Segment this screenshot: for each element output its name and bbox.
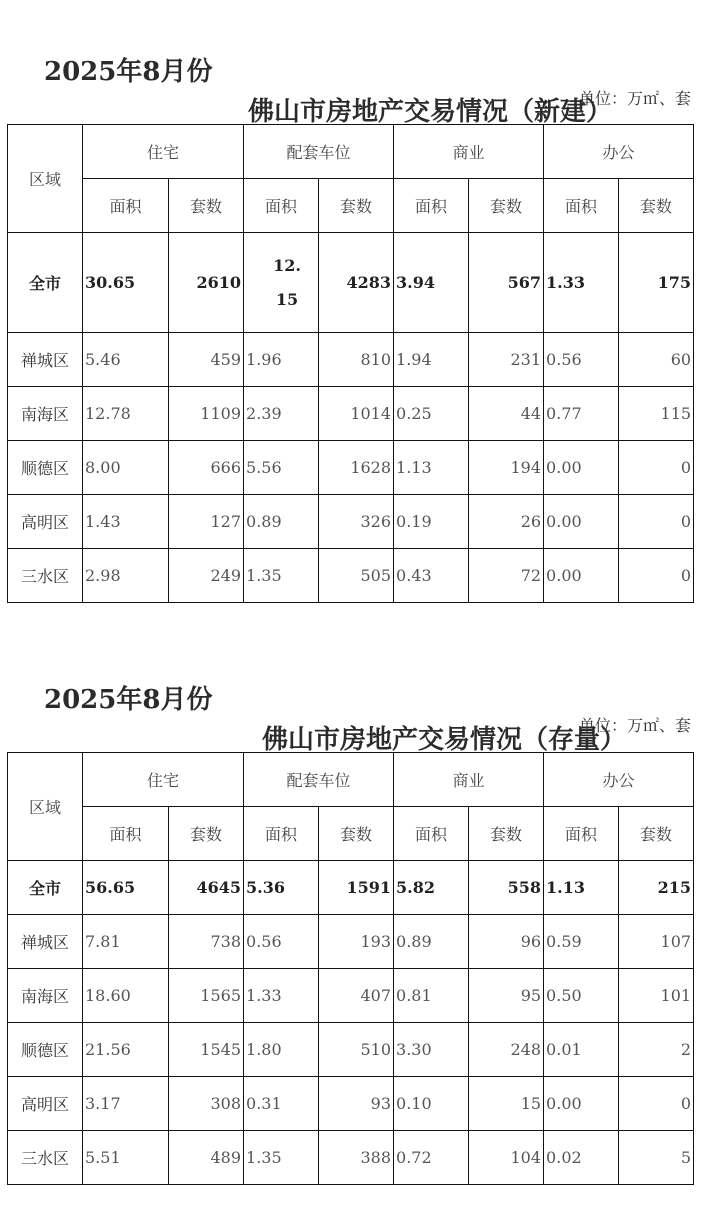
row-region: 禅城区 [8,333,83,387]
cell-value: 0.89 [244,495,319,549]
cell-value: 72 [469,549,544,603]
cell-value: 0.00 [544,495,619,549]
header-sub: 套数 [619,179,694,233]
cell-value: 0 [619,495,694,549]
cell-value: 1.35 [244,1131,319,1185]
table-row [8,387,694,441]
cell-value: 1.80 [244,1023,319,1077]
cell-value: 1.94 [394,333,469,387]
cell-value: 407 [319,969,394,1023]
cell-value: 2610 [169,233,244,333]
table-row [8,915,694,969]
cell-value: 60 [619,333,694,387]
cell-value: 1565 [169,969,244,1023]
table-row-total [8,233,694,333]
row-region: 全市 [8,861,83,915]
table-row [8,969,694,1023]
cell-value: 249 [169,549,244,603]
cell-value: 308 [169,1077,244,1131]
cell-value: 12.78 [83,387,169,441]
cell-value: 4645 [169,861,244,915]
header-sub: 套数 [319,807,394,861]
cell-value: 0.01 [544,1023,619,1077]
cell-value: 3.30 [394,1023,469,1077]
header-group-residential: 住宅 [83,125,244,179]
table-row [8,1023,694,1077]
title-year: 2025年8月份 [44,57,213,87]
table-row [8,441,694,495]
title-main: 佛山市房地产交易情况（新建） [248,97,613,127]
cell-value: 5.56 [244,441,319,495]
row-region: 三水区 [8,1131,83,1185]
cell-value: 0 [619,441,694,495]
cell-value: 5.36 [244,861,319,915]
cell-value: 0.00 [544,1077,619,1131]
header-sub: 面积 [244,807,319,861]
cell-value: 26 [469,495,544,549]
header-sub: 面积 [394,179,469,233]
cell-value: 0 [619,1077,694,1131]
cell-value: 1014 [319,387,394,441]
cell-value: 1628 [319,441,394,495]
cell-value: 193 [319,915,394,969]
cell-value: 1.43 [83,495,169,549]
cell-value: 21.56 [83,1023,169,1077]
cell-value: 0.89 [394,915,469,969]
cell-value: 8.00 [83,441,169,495]
header-sub: 套数 [619,807,694,861]
cell-value: 95 [469,969,544,1023]
table-row [8,1077,694,1131]
header-sub: 面积 [544,179,619,233]
header-sub: 面积 [544,807,619,861]
cell-value: 15 [469,1077,544,1131]
cell-value: 666 [169,441,244,495]
cell-value: 194 [469,441,544,495]
cell-value: 2.39 [244,387,319,441]
header-sub: 套数 [469,807,544,861]
cell-value: 18.60 [83,969,169,1023]
cell-value: 0.00 [544,441,619,495]
header-group-commercial: 商业 [394,125,544,179]
cell-value: 93 [319,1077,394,1131]
cell-value: 567 [469,233,544,333]
cell-value: 0.31 [244,1077,319,1131]
cell-value: 104 [469,1131,544,1185]
cell-value: 0 [619,549,694,603]
header-group-parking: 配套车位 [244,753,394,807]
cell-value: 0.25 [394,387,469,441]
cell-value: 115 [619,387,694,441]
cell-value: 12.15 [244,233,319,333]
cell-value: 326 [319,495,394,549]
cell-value: 0.56 [544,333,619,387]
cell-value: 1.33 [544,233,619,333]
cell-value: 0.00 [544,549,619,603]
cell-value: 1.13 [544,861,619,915]
cell-value: 0.77 [544,387,619,441]
table-row [8,333,694,387]
row-region: 禅城区 [8,915,83,969]
cell-value: 510 [319,1023,394,1077]
cell-value: 2 [619,1023,694,1077]
cell-value: 107 [619,915,694,969]
table-row-total [8,861,694,915]
cell-value: 2.98 [83,549,169,603]
cell-value: 0.19 [394,495,469,549]
row-region: 南海区 [8,969,83,1023]
header-group-commercial: 商业 [394,753,544,807]
header-sub: 套数 [319,179,394,233]
header-region: 区域 [8,125,83,233]
cell-value: 5.51 [83,1131,169,1185]
cell-value: 0.10 [394,1077,469,1131]
data-table-existing [7,752,694,1185]
cell-value: 0.43 [394,549,469,603]
cell-value: 1.33 [244,969,319,1023]
cell-value: 738 [169,915,244,969]
cell-value: 0.56 [244,915,319,969]
header-group-office: 办公 [544,753,694,807]
header-group-residential: 住宅 [83,753,244,807]
cell-value: 3.17 [83,1077,169,1131]
cell-value: 505 [319,549,394,603]
table-row [8,549,694,603]
table-row [8,1131,694,1185]
cell-value: 5.82 [394,861,469,915]
data-table-new [7,124,694,603]
row-region: 高明区 [8,495,83,549]
cell-value: 56.65 [83,861,169,915]
cell-value: 0.81 [394,969,469,1023]
cell-value: 231 [469,333,544,387]
cell-value: 101 [619,969,694,1023]
cell-value: 44 [469,387,544,441]
cell-value: 3.94 [394,233,469,333]
cell-value: 1.96 [244,333,319,387]
header-sub: 面积 [244,179,319,233]
row-region: 南海区 [8,387,83,441]
header-group-office: 办公 [544,125,694,179]
cell-value: 558 [469,861,544,915]
cell-value: 5 [619,1131,694,1185]
cell-value: 0.02 [544,1131,619,1185]
cell-value: 215 [619,861,694,915]
header-sub: 面积 [394,807,469,861]
cell-value: 248 [469,1023,544,1077]
cell-value: 1109 [169,387,244,441]
row-region: 顺德区 [8,441,83,495]
header-sub: 套数 [469,179,544,233]
row-region: 全市 [8,233,83,333]
cell-value: 459 [169,333,244,387]
header-sub: 套数 [169,807,244,861]
cell-value: 30.65 [83,233,169,333]
cell-value: 1545 [169,1023,244,1077]
unit-label: 单位：万㎡、套 [578,89,691,108]
cell-value: 810 [319,333,394,387]
unit-label: 单位：万㎡、套 [578,716,691,735]
cell-value: 388 [319,1131,394,1185]
cell-value: 175 [619,233,694,333]
cell-value: 489 [169,1131,244,1185]
header-region: 区域 [8,753,83,861]
row-region: 顺德区 [8,1023,83,1077]
header-sub: 面积 [83,179,169,233]
cell-value: 0.50 [544,969,619,1023]
row-region: 高明区 [8,1077,83,1131]
cell-value: 7.81 [83,915,169,969]
cell-value: 127 [169,495,244,549]
table-row [8,495,694,549]
cell-value: 1.13 [394,441,469,495]
cell-value: 4283 [319,233,394,333]
cell-value: 0.59 [544,915,619,969]
cell-value: 0.72 [394,1131,469,1185]
header-sub: 套数 [169,179,244,233]
title-year: 2025年8月份 [44,685,213,715]
cell-value: 1.35 [244,549,319,603]
title-main: 佛山市房地产交易情况（存量） [262,725,627,755]
row-region: 三水区 [8,549,83,603]
cell-value: 96 [469,915,544,969]
cell-value: 1591 [319,861,394,915]
cell-value: 5.46 [83,333,169,387]
header-sub: 面积 [83,807,169,861]
header-group-parking: 配套车位 [244,125,394,179]
